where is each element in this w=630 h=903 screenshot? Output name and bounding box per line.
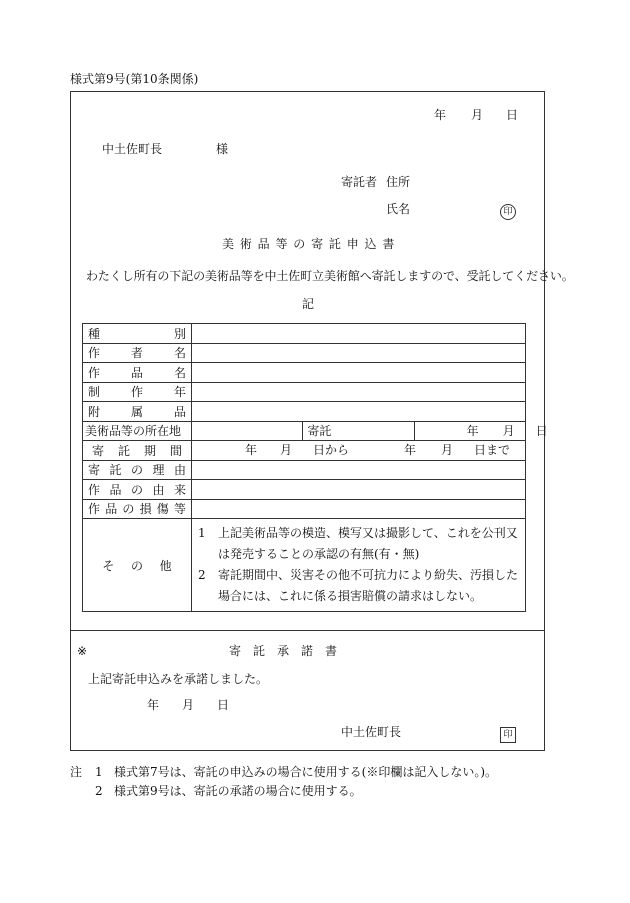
label-period: 寄 託 期 間 [92,443,182,458]
approval-date-day: 日 [217,698,230,712]
approval-date-year: 年 [147,698,160,712]
field-accessory[interactable] [192,402,526,422]
field-year[interactable] [192,382,526,402]
label-reason: 寄 託 の 理 由 [88,463,186,478]
note-1-num: 1 [95,765,103,779]
field-period[interactable]: 年 月 日から 年 月 日まで [192,441,526,461]
field-kind[interactable] [192,324,526,344]
table-row [83,382,526,402]
other-item-2: 2 寄託期間中、災害その他不可抗力により紛失、汚損した場合には、これに係る損害賠償の請求はしない。 [198,568,519,603]
seal-square-icon: 印 [500,724,516,743]
label-other: そ の 他 [102,558,172,573]
note-2-num: 2 [95,784,103,798]
field-work[interactable] [192,363,526,383]
approval-text: 上記寄託申込みを承諾しました。 [88,672,269,686]
table-row [83,363,526,383]
approval-signer: 中土佐町長 [341,725,402,739]
label-deposit-date: 寄託 [303,421,414,441]
field-reason[interactable] [192,460,526,480]
depositor-label: 寄託者 [341,175,378,189]
honorific: 様 [216,142,229,156]
date-year: 年 [434,108,447,122]
field-deposit-date[interactable]: 年 月 日 [414,421,525,441]
table-row [83,480,526,500]
asterisk-mark: ※ [77,644,88,658]
field-location[interactable] [192,421,303,441]
name-label: 氏名 [386,202,411,216]
table-row [83,499,526,519]
other-item-1: 1 上記美術品等の模造、模写又は撮影して、これを公刊又は発売することの承認の有無(有・無) [198,526,518,561]
label-location: 美術品等の所在地 [83,421,192,441]
label-origin: 作 品 の 由 来 [88,482,186,497]
note-1-text: 様式第7号は、寄託の申込みの場合に使用する(※印欄は記入しない。)。 [114,765,498,779]
table-row [83,441,526,461]
table-row [83,519,526,612]
label-accessory: 附 属 品 [88,404,186,419]
address-label: 住所 [386,175,411,189]
table-row [83,402,526,422]
field-damage[interactable] [192,499,526,519]
field-origin[interactable] [192,480,526,500]
date-month: 月 [471,108,484,122]
date-day: 日 [506,108,519,122]
table-row [83,460,526,480]
label-kind: 種 別 [88,326,186,341]
field-author[interactable] [192,343,526,363]
request-text: わたくし所有の下記の美術品等を中土佐町立美術館へ寄託しますので、受託してください。 [86,269,574,283]
addressee: 中土佐町長 [102,142,163,156]
ki-mark: 記 [302,297,315,311]
table-row [83,343,526,363]
approval-date-month: 月 [182,698,195,712]
table-row [83,421,526,441]
seal-icon: 印 [500,201,516,220]
approval-title: 寄 託 承 諾 書 [229,644,338,658]
label-author: 作 者 名 [88,346,186,361]
field-other [192,519,526,612]
label-work: 作 品 名 [88,365,186,380]
label-year: 制 作 年 [88,385,186,400]
form-id: 様式第9号(第10条関係) [70,72,199,86]
table-row [83,324,526,344]
details-table [82,323,548,612]
document-title: 美 術 品 等 の 寄 託 申 込 書 [222,237,396,251]
label-damage: 作 品 の 損 傷 等 [88,502,186,517]
note-2-text: 様式第9号は、寄託の承諾の場合に使用する。 [114,784,362,798]
notes-label: 注 [70,765,83,779]
